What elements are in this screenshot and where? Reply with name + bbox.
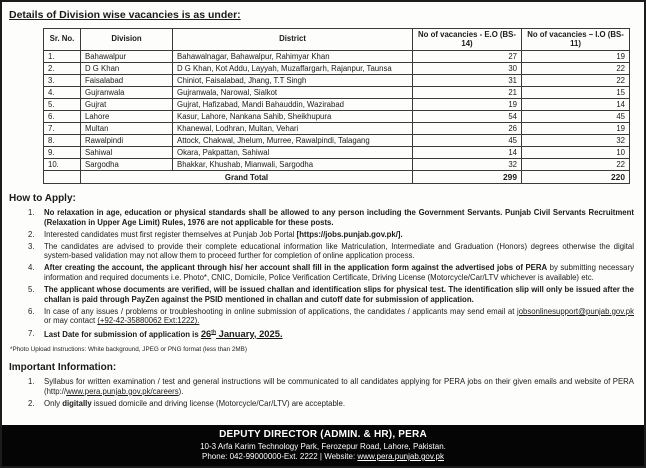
list-item-text — [44, 307, 634, 326]
grand-total-io: 220 — [522, 171, 630, 184]
list-item-number: 2. — [28, 229, 35, 239]
list-item — [28, 329, 634, 340]
text-segment: Phone: 042-99000000-Ext. 2222 | Website: — [202, 452, 358, 461]
list-item-text — [44, 242, 634, 261]
vacancies-table-header-row — [44, 29, 630, 51]
text-segment: After creating the account, the applicant through his/ her account shall fill in the application form against the advertised jobs of PERA — [44, 263, 548, 273]
list-item — [28, 285, 634, 304]
list-item — [28, 377, 634, 396]
cell-division: D G Khan — [81, 63, 173, 75]
cell-io: 45 — [522, 111, 630, 123]
pera-careers-link[interactable]: www.pera.punjab.gov.pk/careers — [66, 386, 179, 396]
cell-eo: 27 — [413, 51, 522, 63]
vacancies-table-body — [44, 51, 630, 171]
list-item-text — [44, 285, 634, 304]
list-item-text — [44, 329, 634, 340]
list-item-number: 7. — [28, 328, 35, 338]
cell-eo: 19 — [413, 99, 522, 111]
cell-eo: 26 — [413, 123, 522, 135]
table-row — [44, 159, 630, 171]
support-email-link[interactable]: jobsonlinesupport@punjab.gov.pk — [516, 306, 634, 316]
footer-address: 10-3 Arfa Karim Technology Park, Ferozepur Road, Lahore, Pakistan. — [200, 442, 446, 451]
text-segment: ). — [178, 386, 184, 396]
list-item-number: 2. — [28, 398, 35, 408]
grand-total-label: Grand Total — [81, 171, 413, 184]
column-header: No of vacancies – I.O (BS-11) — [522, 29, 630, 51]
list-item — [28, 263, 634, 282]
cell-district: Chiniot, Faisalabad, Jhang, T.T Singh — [173, 75, 413, 87]
grand-total-eo: 299 — [413, 171, 522, 184]
grand-total-empty-cell — [44, 171, 81, 184]
cell-eo: 54 — [413, 111, 522, 123]
column-header: Sr. No. — [44, 29, 81, 51]
text-segment: or may contact — [44, 316, 98, 326]
list-item — [28, 242, 634, 261]
list-item-number: 6. — [28, 306, 35, 316]
important-information-heading: Important Information: — [9, 362, 117, 374]
text-segment: 26 — [200, 327, 212, 339]
list-item-text — [44, 399, 634, 409]
text-segment: [https://jobs.punjab.gov.pk/]. — [296, 229, 403, 239]
text-segment: digitally — [62, 398, 92, 408]
list-item-text — [44, 263, 634, 282]
cell-eo: 21 — [413, 87, 522, 99]
cell-district: Bhakkar, Khushab, Mianwali, Sargodha — [173, 159, 413, 171]
footer-bar — [2, 425, 644, 466]
text-segment: January, 2025. — [216, 327, 283, 339]
list-item-text — [44, 377, 634, 396]
table-row — [44, 123, 630, 135]
list-item-text — [44, 230, 634, 240]
cell-division: Faisalabad — [81, 75, 173, 87]
cell-division: Gujranwala — [81, 87, 173, 99]
column-header: Division — [81, 29, 173, 51]
cell-sr: 6. — [44, 111, 81, 123]
cell-division: Lahore — [81, 111, 173, 123]
text-segment: Interested candidates must first register themselves at Punjab Job Portal — [44, 229, 297, 239]
cell-io: 14 — [522, 99, 630, 111]
list-item — [28, 399, 634, 409]
cell-sr: 7. — [44, 123, 81, 135]
text-segment: The candidates are advised to provide their complete educational information like Matriculation, Intermediate and Graduation (Honors) degrees otherwise the digital system-based validation may not allow them to proceed further for completion of online application process. — [44, 241, 634, 261]
cell-eo: 30 — [413, 63, 522, 75]
cell-division: Bahawalpur — [81, 51, 173, 63]
cell-io: 32 — [522, 135, 630, 147]
list-item-number: 1. — [28, 377, 35, 387]
pera-website-link[interactable]: www.pera.punjab.gov.pk — [357, 452, 444, 461]
list-item — [28, 230, 634, 240]
text-segment: In case of any issues / problems or troubleshooting in online submission of applications, the candidates / applicants may send email at — [44, 306, 517, 316]
page-title: Details of Division wise vacancies is as under: — [9, 9, 241, 21]
list-item-number: 1. — [28, 208, 35, 217]
cell-sr: 4. — [44, 87, 81, 99]
cell-division: Sahiwal — [81, 147, 173, 159]
cell-sr: 9. — [44, 147, 81, 159]
cell-district: Gujranwala, Narowal, Sialkot — [173, 87, 413, 99]
list-item — [28, 307, 634, 326]
cell-eo: 45 — [413, 135, 522, 147]
cell-sr: 5. — [44, 99, 81, 111]
table-row — [44, 75, 630, 87]
text-segment: Only — [44, 398, 63, 408]
cell-division: Gujrat — [81, 99, 173, 111]
text-segment: th — [211, 328, 217, 335]
cell-district: Khanewal, Lodhran, Multan, Vehari — [173, 123, 413, 135]
list-item — [28, 208, 634, 227]
table-row — [44, 63, 630, 75]
cell-io: 10 — [522, 147, 630, 159]
footer-signatory: DEPUTY DIRECTOR (ADMIN. & HR), PERA — [219, 429, 427, 440]
cell-division: Rawalpindi — [81, 135, 173, 147]
cell-district: Gujrat, Hafizabad, Mandi Bahauddin, Wazirabad — [173, 99, 413, 111]
text-segment: issued domicile and driving license (Motorcycle/Car/LTV) are acceptable. — [91, 398, 346, 408]
text-segment: No relaxation in age, education or physical standards shall be allowed to any person including the Government Servants. Punjab Civil Servants Recruitment (Relaxation in Upper Age Limit) Rules, 1976 are not applicable for these posts. — [44, 208, 634, 227]
cell-district: Kasur, Lahore, Nankana Sahib, Sheikhupura — [173, 111, 413, 123]
table-row — [44, 135, 630, 147]
photo-upload-footnote: *Photo Upload Instructions: White background, JPEG or PNG format (less than 2MB) — [10, 346, 247, 354]
cell-district: D G Khan, Kot Addu, Layyah, Muzaffargarh, Rajanpur, Taunsa — [173, 63, 413, 75]
list-item-number: 5. — [28, 285, 35, 295]
column-header: No of vacancies - E.O (BS-14) — [413, 29, 522, 51]
how-to-apply-list — [28, 208, 634, 339]
list-item-number: 3. — [28, 241, 35, 251]
cell-district: Attock, Chakwal, Jhelum, Murree, Rawalpindi, Talagang — [173, 135, 413, 147]
column-header: District — [173, 29, 413, 51]
cell-sr: 1. — [44, 51, 81, 63]
important-information-list — [28, 377, 634, 408]
cell-io: 15 — [522, 87, 630, 99]
cell-sr: 8. — [44, 135, 81, 147]
cell-sr: 3. — [44, 75, 81, 87]
cell-io: 19 — [522, 51, 630, 63]
cell-sr: 10. — [44, 159, 81, 171]
list-item-number: 4. — [28, 263, 35, 273]
cell-io: 19 — [522, 123, 630, 135]
grand-total-row — [44, 171, 630, 184]
cell-sr: 2. — [44, 63, 81, 75]
cell-district: Bahawalnagar, Bahawalpur, Rahimyar Khan — [173, 51, 413, 63]
list-item-text — [44, 208, 634, 227]
cell-eo: 32 — [413, 159, 522, 171]
text-segment: (+92-42-35880062 Ext:1222). — [97, 316, 200, 326]
cell-district: Okara, Pakpattan, Sahiwal — [173, 147, 413, 159]
cell-division: Sargodha — [81, 159, 173, 171]
text-segment: The applicant whose documents are verified, will be issued challan and identification slips for physical test. The identification slip will only be issued after the challan is paid through PayZen against the PSID mentioned in challan and cutoff date for submission of application. — [44, 285, 634, 304]
text-segment: by submitting necessary information and required documents i.e. Photo*, CNIC, Domicile, Police Verification Certificate, Driving License (Motorcycle/Car/LTV whichever is available) etc. — [44, 263, 635, 283]
text-segment: Last Date for submission of application is — [44, 329, 201, 339]
cell-io: 22 — [522, 63, 630, 75]
how-to-apply-heading: How to Apply: — [9, 193, 76, 204]
table-row — [44, 51, 630, 63]
text-segment: Syllabus for written examination / test and general instructions will be communicated to all candidates applying for PERA jobs on their given emails and website of PERA (http:// — [44, 377, 634, 396]
vacancies-table — [43, 28, 630, 184]
table-row — [44, 147, 630, 159]
cell-eo: 31 — [413, 75, 522, 87]
footer-contact — [2, 452, 644, 461]
cell-division: Multan — [81, 123, 173, 135]
cell-io: 22 — [522, 159, 630, 171]
cell-eo: 14 — [413, 147, 522, 159]
table-row — [44, 99, 630, 111]
cell-io: 22 — [522, 75, 630, 87]
table-row — [44, 111, 630, 123]
table-row — [44, 87, 630, 99]
